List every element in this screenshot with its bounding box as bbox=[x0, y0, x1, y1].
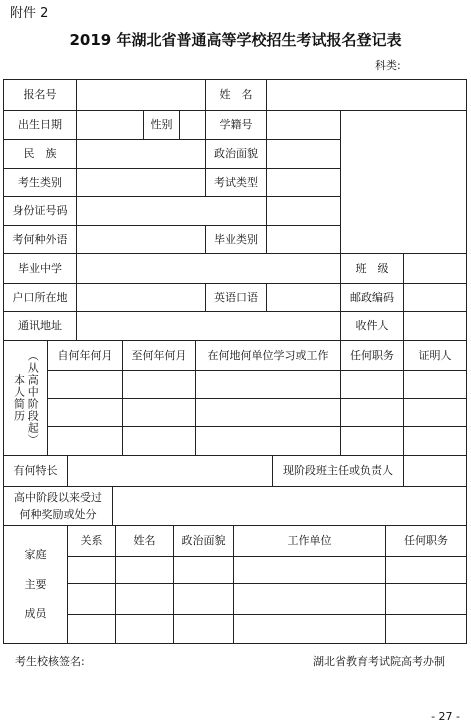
reg-no-field[interactable] bbox=[77, 80, 205, 110]
class-label: 班 级 bbox=[355, 261, 389, 275]
resume-col-position: 任何职务 bbox=[350, 348, 394, 362]
english-oral-field[interactable] bbox=[267, 284, 340, 311]
family-label bbox=[4, 526, 67, 643]
ethnicity-label: 民 族 bbox=[23, 147, 57, 161]
awards-label-line1: 高中阶段以来受过 bbox=[14, 490, 102, 504]
recipient-label: 收件人 bbox=[355, 319, 389, 333]
address-label: 通讯地址 bbox=[18, 319, 62, 333]
foreign-lang-field[interactable] bbox=[77, 226, 205, 253]
table-border-right bbox=[466, 79, 467, 644]
candidate-type-field[interactable] bbox=[77, 169, 205, 196]
awards-field[interactable] bbox=[113, 487, 466, 525]
specialty-field[interactable] bbox=[68, 456, 272, 486]
class-field[interactable] bbox=[404, 254, 466, 283]
foreign-lang-label: 考何种外语 bbox=[12, 232, 68, 246]
photo-box bbox=[341, 111, 466, 253]
resume-col-place: 在何地何单位学习或工作 bbox=[207, 348, 329, 362]
family-col-relation: 关系 bbox=[80, 534, 103, 548]
postcode-label: 邮政编码 bbox=[350, 290, 394, 304]
family-label-1: 家庭 bbox=[24, 547, 47, 561]
address-field[interactable] bbox=[77, 312, 340, 340]
family-col-political: 政治面貌 bbox=[181, 534, 226, 548]
family-col-work: 工作单位 bbox=[287, 534, 332, 548]
gender-label: 性别 bbox=[150, 118, 173, 132]
gender-field[interactable] bbox=[180, 111, 205, 139]
birth-date-label: 出生日期 bbox=[18, 118, 62, 132]
subject-label: 科类: bbox=[375, 59, 401, 72]
awards-label bbox=[4, 487, 112, 525]
resume-row[interactable] bbox=[48, 427, 466, 455]
political-label: 政治面貌 bbox=[214, 147, 258, 161]
attachment-label: 附件 2 bbox=[10, 6, 49, 21]
table-border-bottom bbox=[3, 643, 467, 644]
family-row[interactable] bbox=[68, 584, 466, 614]
awards-label-line2: 何种奖励或处分 bbox=[19, 507, 97, 521]
family-row[interactable] bbox=[68, 557, 466, 583]
grad-school-label: 毕业中学 bbox=[18, 261, 62, 275]
family-label-2: 主要 bbox=[24, 577, 47, 591]
grad-type-field[interactable] bbox=[267, 226, 340, 253]
english-oral-label: 英语口语 bbox=[214, 290, 258, 304]
student-no-field[interactable] bbox=[267, 111, 340, 139]
candidate-type-label: 考生类别 bbox=[18, 175, 62, 189]
political-field[interactable] bbox=[267, 140, 340, 168]
grad-type-label: 毕业类别 bbox=[214, 232, 258, 246]
resume-col-to: 至何年何月 bbox=[131, 348, 187, 362]
resume-col-from: 自何年何月 bbox=[57, 348, 113, 362]
specialty-label: 有何特长 bbox=[13, 464, 58, 478]
name-label: 姓 名 bbox=[219, 88, 253, 102]
family-row[interactable] bbox=[68, 615, 466, 643]
hukou-field[interactable] bbox=[77, 284, 205, 311]
resume-label-sub: （从高中阶段起） bbox=[26, 350, 40, 446]
page-number: - 27 - bbox=[431, 710, 460, 723]
form-title: 2019 年湖北省普通高等学校招生考试报名登记表 bbox=[69, 31, 402, 49]
resume-label: 本人简历 bbox=[12, 374, 26, 422]
signature-label: 考生校核签名: bbox=[15, 655, 85, 668]
id-no-label: 身份证号码 bbox=[12, 204, 68, 218]
reg-no-label: 报名号 bbox=[23, 88, 57, 102]
teacher-label: 现阶段班主任或负责人 bbox=[283, 464, 393, 478]
resume-col-witness: 证明人 bbox=[418, 348, 452, 362]
ethnicity-field[interactable] bbox=[77, 140, 205, 168]
exam-type-label: 考试类型 bbox=[214, 175, 258, 189]
resume-row[interactable] bbox=[48, 399, 466, 426]
hukou-label: 户口所在地 bbox=[12, 290, 68, 304]
grad-school-field[interactable] bbox=[77, 254, 340, 283]
exam-type-field[interactable] bbox=[267, 169, 340, 196]
recipient-field[interactable] bbox=[404, 312, 466, 340]
id-no-field[interactable] bbox=[77, 197, 340, 225]
teacher-field[interactable] bbox=[404, 456, 466, 486]
birth-date-field[interactable] bbox=[77, 111, 143, 139]
student-no-label: 学籍号 bbox=[219, 118, 253, 132]
name-field[interactable] bbox=[267, 80, 466, 110]
issuer-label: 湖北省教育考试院高考办制 bbox=[313, 655, 445, 668]
family-col-name: 姓名 bbox=[133, 534, 156, 548]
family-col-position: 任何职务 bbox=[404, 534, 448, 548]
resume-row[interactable] bbox=[48, 371, 466, 398]
postcode-field[interactable] bbox=[404, 284, 466, 311]
family-label-3: 成员 bbox=[24, 607, 47, 621]
resume-section-label bbox=[4, 341, 47, 455]
